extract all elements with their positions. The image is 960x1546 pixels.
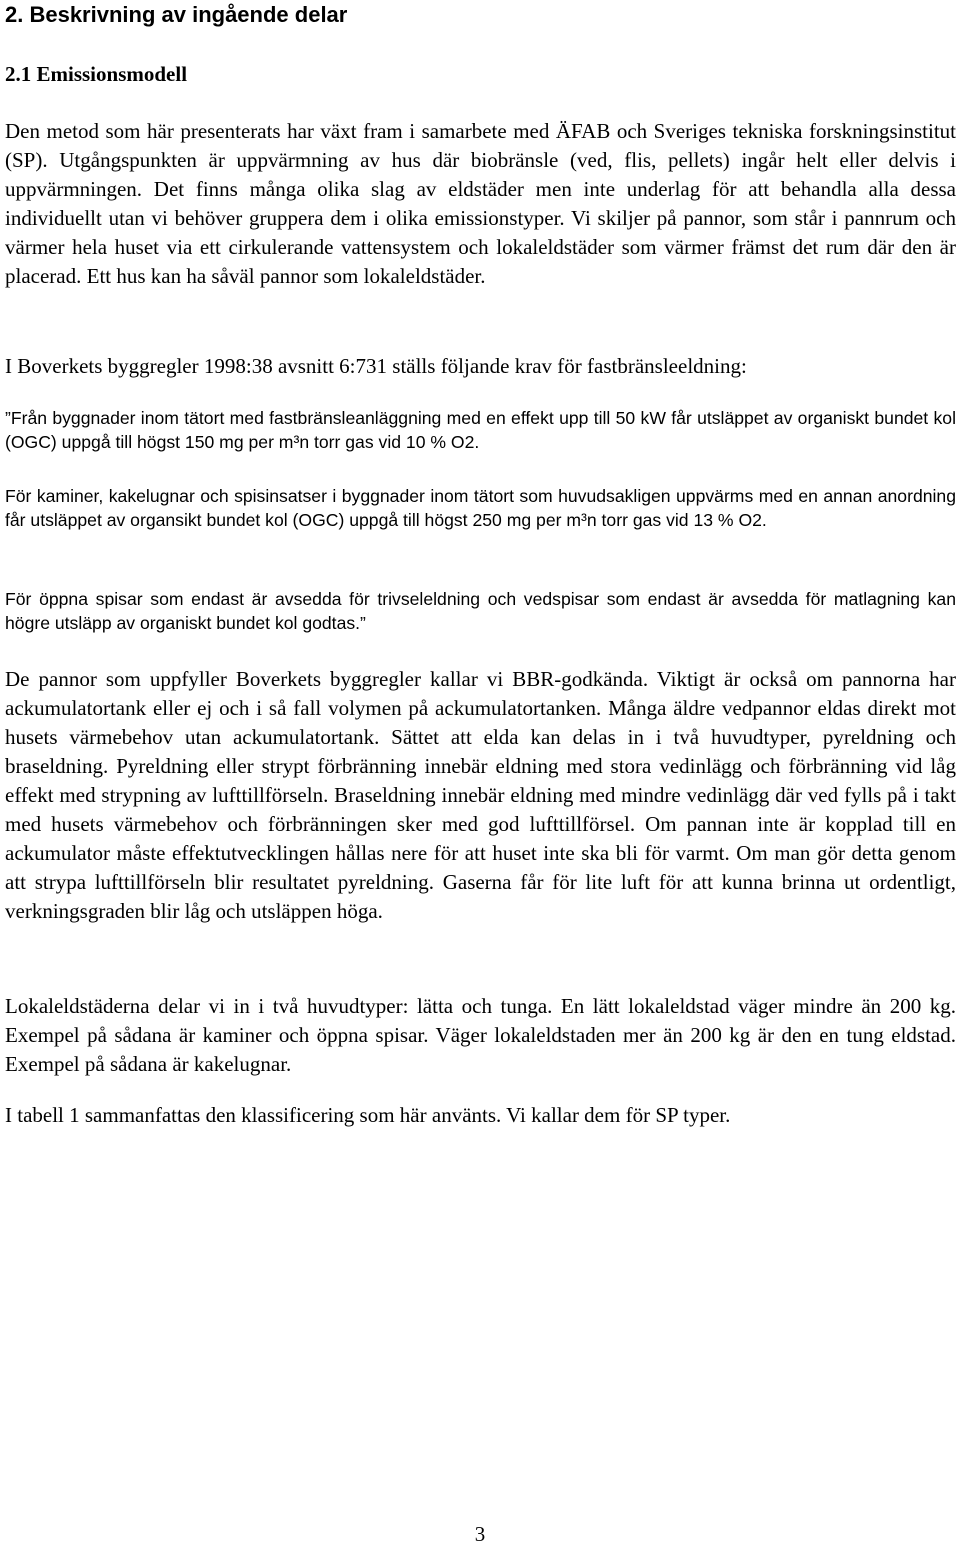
paragraph-intro: Den metod som här presenterats har växt fram i samarbete med ÄFAB och Sveriges tekniska forskningsinstitut (SP). Utgångspunkten är uppvärmning av hus där biobränsle (ved, flis, pellets) ingår helt eller delvis i uppvärmningen. Det finns många olika slag av eldstäder men inte underlag för att behandla alla dessa individuellt utan vi behöver gruppera dem i olika emissionstyper. Vi skiljer på pannor, som står i pannrum och värmer hela huset via ett cirkulerande vattensystem och lokaleldstäder som värmer främst det rum där den är placerad. Ett hus kan ha såväl pannor som lokaleldstäder.	[5, 119, 956, 288]
paragraph-boverket-intro: I Boverkets byggregler 1998:38 avsnitt 6:731 ställs följande krav för fastbränsleeldning:	[5, 354, 747, 378]
quote-paragraph-1: ”Från byggnader inom tätort med fastbränsleanläggning med en effekt upp till 50 kW får utsläppet av organiskt bundet kol (OGC) uppgå till högst 150 mg per m³n torr gas vid 10 % O2.	[5, 408, 956, 452]
paragraph-tabell: I tabell 1 sammanfattas den klassificering som här använts. Vi kallar dem för SP typer.	[5, 1103, 731, 1127]
page-number: 3	[474, 1522, 486, 1546]
subsection-heading: 2.1 Emissionsmodell	[5, 62, 188, 86]
section-heading: 2. Beskrivning av ingående delar	[5, 2, 348, 27]
paragraph-lokaleldstader: Lokaleldstäderna delar vi in i två huvudtyper: lätta och tunga. En lätt lokaleldstad väger mindre än 200 kg. Exempel på sådana är kaminer och öppna spisar. Väger lokaleldstaden mer än 200 kg är den en tung eldstad. Exempel på sådana är kakelugnar.	[5, 994, 956, 1076]
quote-paragraph-3: För öppna spisar som endast är avsedda för trivseleldning och vedspisar som endast är avsedda för matlagning kan högre utsläpp av organiskt bundet kol godtas.”	[5, 589, 956, 633]
quote-paragraph-2: För kaminer, kakelugnar och spisinsatser i byggnader inom tätort som huvudsakligen uppvärms med en annan anordning får utsläppet av organsikt bundet kol (OGC) uppgå till högst 250 mg per m³n torr gas vid 13 % O2.	[5, 486, 956, 530]
paragraph-pannor: De pannor som uppfyller Boverkets byggregler kallar vi BBR-godkända. Viktigt är också om pannorna har ackumulatortank eller ej och i så fall volymen på ackumulatortanken. Många äldre vedpannor eldas direkt mot husets värmebehov utan ackumulatortank. Sättet att elda kan delas in i två huvudtyper, pyreldning och braseldning. Pyreldning eller strypt förbränning innebär eldning med stora vedinlägg och förbränning vid låg effekt med strypning av lufttillförseln. Braseldning innebär eldning med mindre vedinlägg där ved fylls på i takt med husets värmebehov och förbränningen sker med god lufttillförsel. Om pannan inte är kopplad till en ackumulator måste effektutvecklingen hållas nere för att huset inte ska bli för varmt. Om man gör detta genom att strypa lufttillförseln blir resultatet pyreldning. Gaserna får för lite luft för att kunna brinna ut ordentligt, verkningsgraden blir låg och utsläppen höga.	[5, 667, 956, 923]
